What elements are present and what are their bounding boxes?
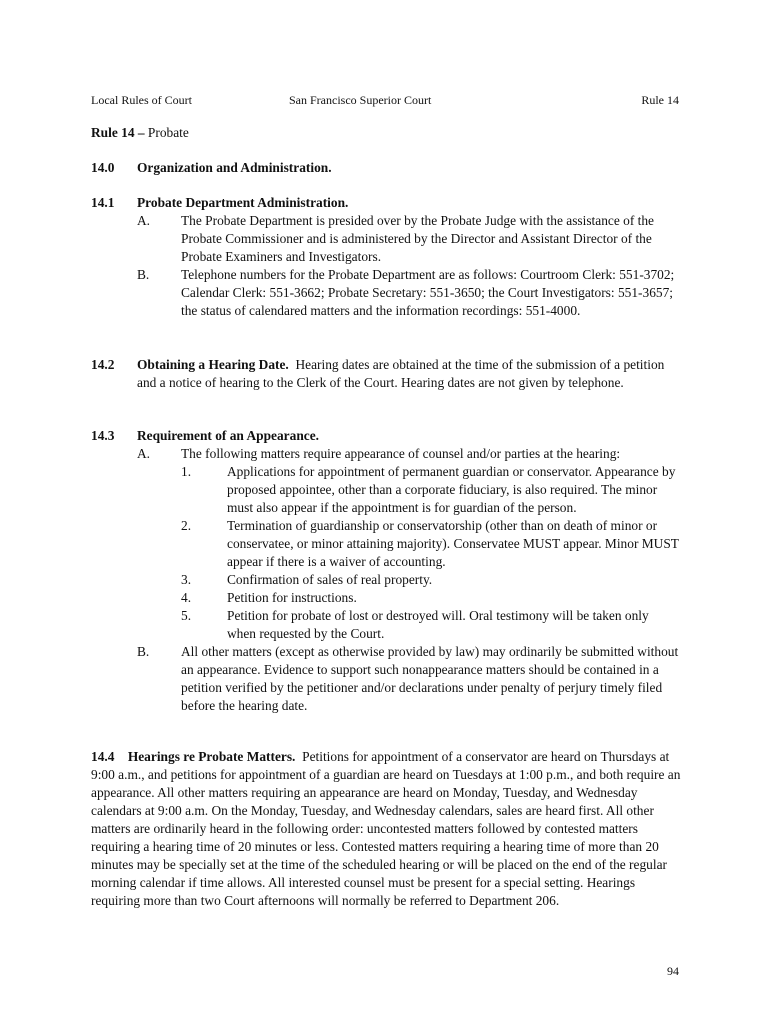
section-number: 14.2 [91, 357, 115, 372]
item-number: 5. [181, 608, 192, 623]
header-center: San Francisco Superior Court [289, 93, 432, 107]
section-14-2 [91, 356, 681, 392]
rule-title-rest: Probate [144, 125, 189, 140]
section-number: 14.3 [91, 428, 115, 443]
list-item [181, 589, 681, 607]
subsection-text: The Probate Department is presided over by the Probate Judge with the assistance of the Probate Commissioner and is administered by the Director and Assistant Director of the Probate Examiners and Investigators. [181, 213, 655, 264]
section-title: Organization and Administration. [137, 160, 332, 175]
item-number: 2. [181, 518, 192, 533]
subsection-a [137, 445, 681, 463]
header-right: Rule 14 [641, 93, 679, 107]
subsection-text: The following matters require appearance of counsel and/or parties at the hearing: [181, 446, 621, 461]
list-item [181, 571, 681, 589]
subsection-a [137, 212, 681, 266]
subsection-b [137, 266, 681, 320]
subsection-label: A. [137, 446, 151, 461]
subsection-text: All other matters (except as otherwise provided by law) may ordinarily be submitted without an appearance. Evidence to support such nonappearance matters should be contained in a petition verified by the petitioner and/or declarations under penalty of perjury timely filed before the hearing date. [181, 644, 679, 713]
page-number: 94 [667, 964, 679, 978]
section-number: 14.4 [91, 749, 115, 764]
subsection-b [137, 643, 681, 715]
item-text: Petition for instructions. [227, 590, 357, 605]
list-item [181, 517, 681, 571]
section-number: 14.1 [91, 195, 115, 210]
subsection-label: B. [137, 644, 150, 659]
section-text: Hearing dates are obtained at the time of the submission of a petition and a notice of hearing to the Clerk of the Court. Hearing dates are not given by telephone. [137, 357, 665, 390]
item-text: Petition for probate of lost or destroyed will. Oral testimony will be taken only when requested by the Court. [227, 608, 649, 641]
list-item [181, 463, 681, 517]
rule-title [91, 124, 681, 142]
item-number: 1. [181, 464, 192, 479]
section-text: Petitions for appointment of a conservator are heard on Thursdays at 9:00 a.m., and petitions for appointment of a guardian are heard on Tuesdays at 1:00 p.m., and both require an appearance. All other matters requiring an appearance are heard on Monday, Tuesday, and Wednesday calendars at 9:00 a.m. On the Monday, Tuesday, and Wednesday calendars, sales are heard first. All other matters are ordinarily heard in the following order: uncontested matters followed by contested matters requiring a hearing time of 20 minutes or less. Contested matters requiring a hearing time of more than 20 minutes may be specially set at the time of the scheduled hearing or will be placed on the end of the regular morning calendar if time allows. All interested counsel must be present for a special setting. Hearings requiring more than two Court afternoons will normally be referred to Department 206. [91, 749, 681, 908]
subsection-text: Telephone numbers for the Probate Department are as follows: Courtroom Clerk: 551-3702; Calendar Clerk: 551-3662; Probate Secretary: 551-3650; the Court Investigators: 551-3657; the status of calendared matters and the information recordings: 551-4000. [181, 267, 675, 318]
section-14-0 [91, 159, 681, 177]
section-14-3 [91, 427, 681, 715]
section-title: Hearings re Probate Matters. [127, 749, 296, 764]
item-number: 3. [181, 572, 192, 587]
list-item [181, 607, 681, 643]
section-14-1 [91, 194, 681, 320]
item-text: Termination of guardianship or conservatorship (other than on death of minor or conservatee, or minor attaining majority). Conservatee MUST appear. Minor MUST appear if there is a waiver of accounting. [227, 518, 679, 569]
section-14-4 [91, 748, 681, 910]
section-title: Obtaining a Hearing Date. [137, 357, 289, 372]
item-number: 4. [181, 590, 192, 605]
subsection-label: A. [137, 213, 151, 228]
rule-title-bold: Rule 14 – [91, 125, 145, 140]
section-title: Probate Department Administration. [137, 195, 349, 210]
item-text: Applications for appointment of permanent guardian or conservator. Appearance by proposed appointee, other than a corporate fiduciary, is also required. The minor must also appear if the appointment is for guardian of the person. [227, 464, 676, 515]
section-title: Requirement of an Appearance. [137, 428, 320, 443]
section-number: 14.0 [91, 160, 115, 175]
header-left: Local Rules of Court [91, 93, 192, 107]
item-text: Confirmation of sales of real property. [227, 572, 433, 587]
subsection-label: B. [137, 267, 150, 282]
